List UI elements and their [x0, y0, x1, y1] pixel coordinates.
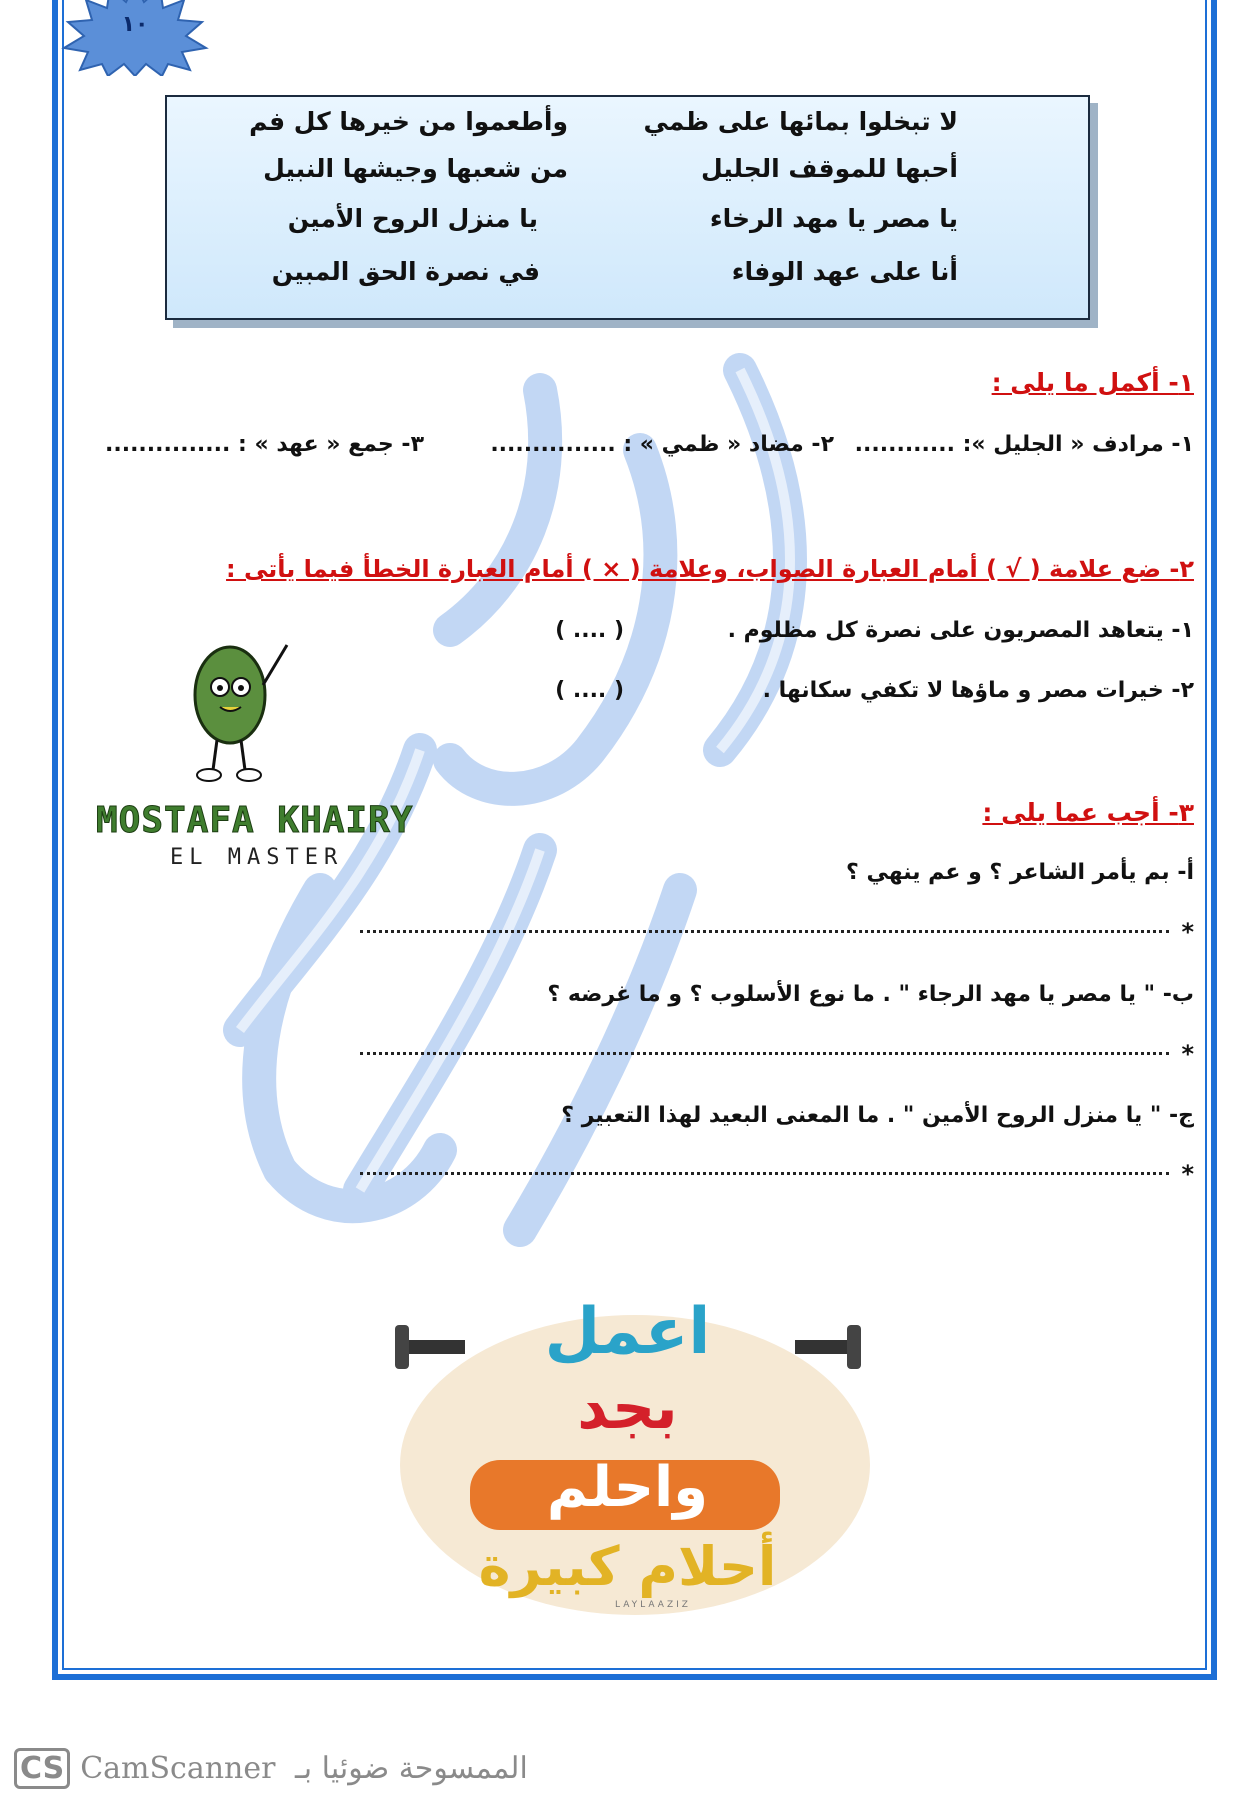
- q2-answer-1: ( .... ): [555, 618, 624, 643]
- q3-question-a: أ- بم يأمر الشاعر ؟ و عم ينهي ؟: [846, 860, 1194, 885]
- q2-item-1: ١- يتعاهد المصريون على نصرة كل مظلوم .: [727, 618, 1194, 643]
- q3-heading: ٣- أجب عما يلى :: [982, 798, 1194, 827]
- q3-answer-line-b[interactable]: [360, 1052, 1169, 1055]
- q2-heading: ٢- ضع علامة ( √ ) أمام العبارة الصواب، وعلامة ( × ) أمام العبارة الخطأ فيما يأتى :: [226, 555, 1194, 583]
- q3-question-c: ج- " يا منزل الروح الأمين " . ما المعنى البعيد لهذا التعبير ؟: [561, 1103, 1194, 1128]
- camscanner-logo: CS: [14, 1748, 70, 1789]
- q1-item-3: ٣- جمع « عهد » : ...............: [105, 432, 424, 457]
- q2-answer-2: ( .... ): [555, 678, 624, 703]
- verse-right-3: يا مصر يا مهد الرخاء: [709, 204, 958, 233]
- q3-marker-c: *: [1181, 1160, 1194, 1188]
- verse-left-4: في نصرة الحق المبين: [271, 257, 540, 286]
- q1-item-1: ١- مرادف « الجليل »: ............: [854, 432, 1194, 457]
- q3-marker-a: *: [1181, 918, 1194, 946]
- q3-marker-b: *: [1181, 1040, 1194, 1068]
- q2-item-2: ٢- خيرات مصر و ماؤها لا تكفي سكانها .: [762, 678, 1194, 703]
- motivation-line-4: أحلام كبيرة: [478, 1535, 777, 1598]
- verse-right-4: أنا على عهد الوفاء: [731, 257, 958, 286]
- camscanner-arabic: الممسوحة ضوئيا بـ: [295, 1751, 528, 1786]
- motivation-signature: LAYLAAZIZ: [615, 1600, 691, 1610]
- verse-left-3: يا منزل الروح الأمين: [287, 204, 538, 233]
- brand-name: MOSTAFA KHAIRY: [96, 800, 414, 841]
- motivation-graphic: [385, 1295, 870, 1625]
- verse-right-1: لا تبخلوا بمائها على ظمي: [643, 107, 958, 136]
- verse-left-2: من شعبها وجيشها النبيل: [263, 154, 568, 183]
- camscanner-watermark: [14, 1748, 528, 1789]
- motivation-line-1: اعمل: [544, 1295, 711, 1369]
- verse-left-1: وأطعموا من خيرها كل فم: [249, 107, 568, 136]
- verse-right-2: أحبها للموقف الجليل: [701, 154, 958, 183]
- q3-answer-line-c[interactable]: [360, 1172, 1169, 1175]
- motivation-line-2: بجد: [577, 1373, 678, 1443]
- q3-answer-line-a[interactable]: [360, 930, 1169, 933]
- page-number: ١٠: [121, 12, 149, 37]
- q3-question-b: ب- " يا مصر يا مهد الرجاء " . ما نوع الأسلوب ؟ و ما غرضه ؟: [547, 982, 1194, 1007]
- camscanner-text: CamScanner: [80, 1751, 276, 1786]
- q1-heading: ١- أكمل ما يلى :: [991, 368, 1194, 397]
- poem-box: [165, 95, 1090, 320]
- brand-sub: EL MASTER: [170, 845, 344, 870]
- motivation-line-3: واحلم: [546, 1455, 709, 1520]
- q1-item-2: ٢- مضاد « ظمي » : ...............: [490, 432, 834, 457]
- mascot-icon: [175, 625, 295, 785]
